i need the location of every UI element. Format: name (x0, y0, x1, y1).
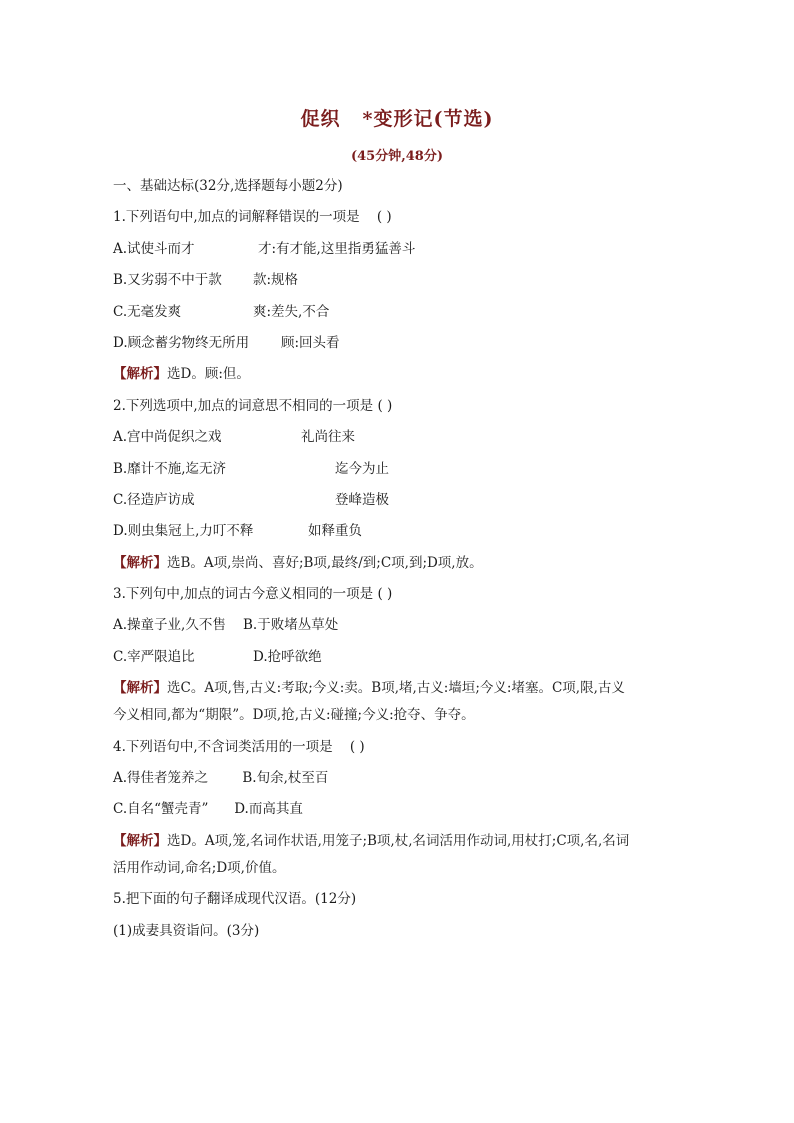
question-4-options-ab: A.得佳者笼养之 B.旬余,杖至百 (113, 770, 329, 787)
question-1-stem: 1.下列语句中,加点的词解释错误的一项是 ( ) (113, 209, 392, 226)
question-5-sub-1: (1)成妻具资诣问。(3分) (113, 922, 260, 939)
question-2-option-c: C.径造庐访成 登峰造极 (113, 491, 389, 508)
question-4-options-cd: C.自名“蟹壳青” D.而高其直 (113, 801, 303, 818)
title-part-1: 促织 (300, 108, 341, 130)
question-1-option-b: B.又劣弱不中于款 款:规格 (113, 272, 299, 289)
question-5-stem: 5.把下面的句子翻译成现代汉语。(12分) (113, 891, 357, 908)
question-4-analysis-line-2: 活用作动词,命名;D项,价值。 (113, 859, 286, 876)
answer-paren: ( ) (377, 397, 393, 414)
question-4-analysis-line-1: 【解析】选D。A项,笼,名词作状语,用笼子;B项,杖,名词活用作动词,用杖打;C项,名,名词 (113, 832, 630, 849)
answer-paren: ( ) (349, 738, 365, 755)
answer-paren: ( ) (377, 586, 393, 603)
question-1-option-a: A.试使斗而才 才:有才能,这里指勇猛善斗 (113, 240, 416, 257)
question-2-analysis: 【解析】选B。A项,崇尚、喜好;B项,最终/到;C项,到;D项,放。 (113, 554, 483, 571)
section-heading: 一、基础达标(32分,选择题每小题2分) (113, 178, 343, 194)
time-score-note: (45分钟,48分) (350, 149, 443, 164)
question-1-option-d: D.顾念蓄劣物终无所用 顾:回头看 (113, 334, 340, 351)
question-2-option-d: D.则虫集冠上,力叮不释 如释重负 (113, 523, 362, 540)
title-part-2: *变形记(节选) (362, 108, 494, 130)
question-3-analysis-line-1: 【解析】选C。A项,售,古义:考取;今义:卖。B项,堵,古义:墙垣;今义:堵塞。C项,限,古义 (113, 680, 625, 697)
question-1-option-c: C.无毫发爽 爽:差失,不合 (113, 303, 330, 320)
question-2-option-a: A.宫中尚促织之戏 礼尚往来 (113, 429, 355, 446)
answer-paren: ( ) (376, 209, 392, 226)
page-title (0, 104, 794, 131)
exercise-content (113, 176, 683, 952)
question-3-analysis-line-2: 今义相同,都为“期限”。D项,抢,古义:碰撞;今义:抢夺、争夺。 (113, 707, 475, 724)
question-2-stem: 2.下列选项中,加点的词意思不相同的一项是 ( ) (113, 397, 393, 414)
question-3-options-ab: A.操童子业,久不售 B.于败堵丛草处 (113, 617, 339, 634)
question-3-stem: 3.下列句中,加点的词古今意义相同的一项是 ( ) (113, 586, 393, 603)
question-4-stem: 4.下列语句中,不含词类活用的一项是 ( ) (113, 738, 365, 755)
question-3-options-cd: C.宰严限追比 D.抢呼欲绝 (113, 648, 322, 665)
question-2-option-b: B.靡计不施,迄无济 迄今为止 (113, 460, 389, 477)
question-1-analysis: 【解析】选D。顾:但。 (113, 366, 250, 383)
